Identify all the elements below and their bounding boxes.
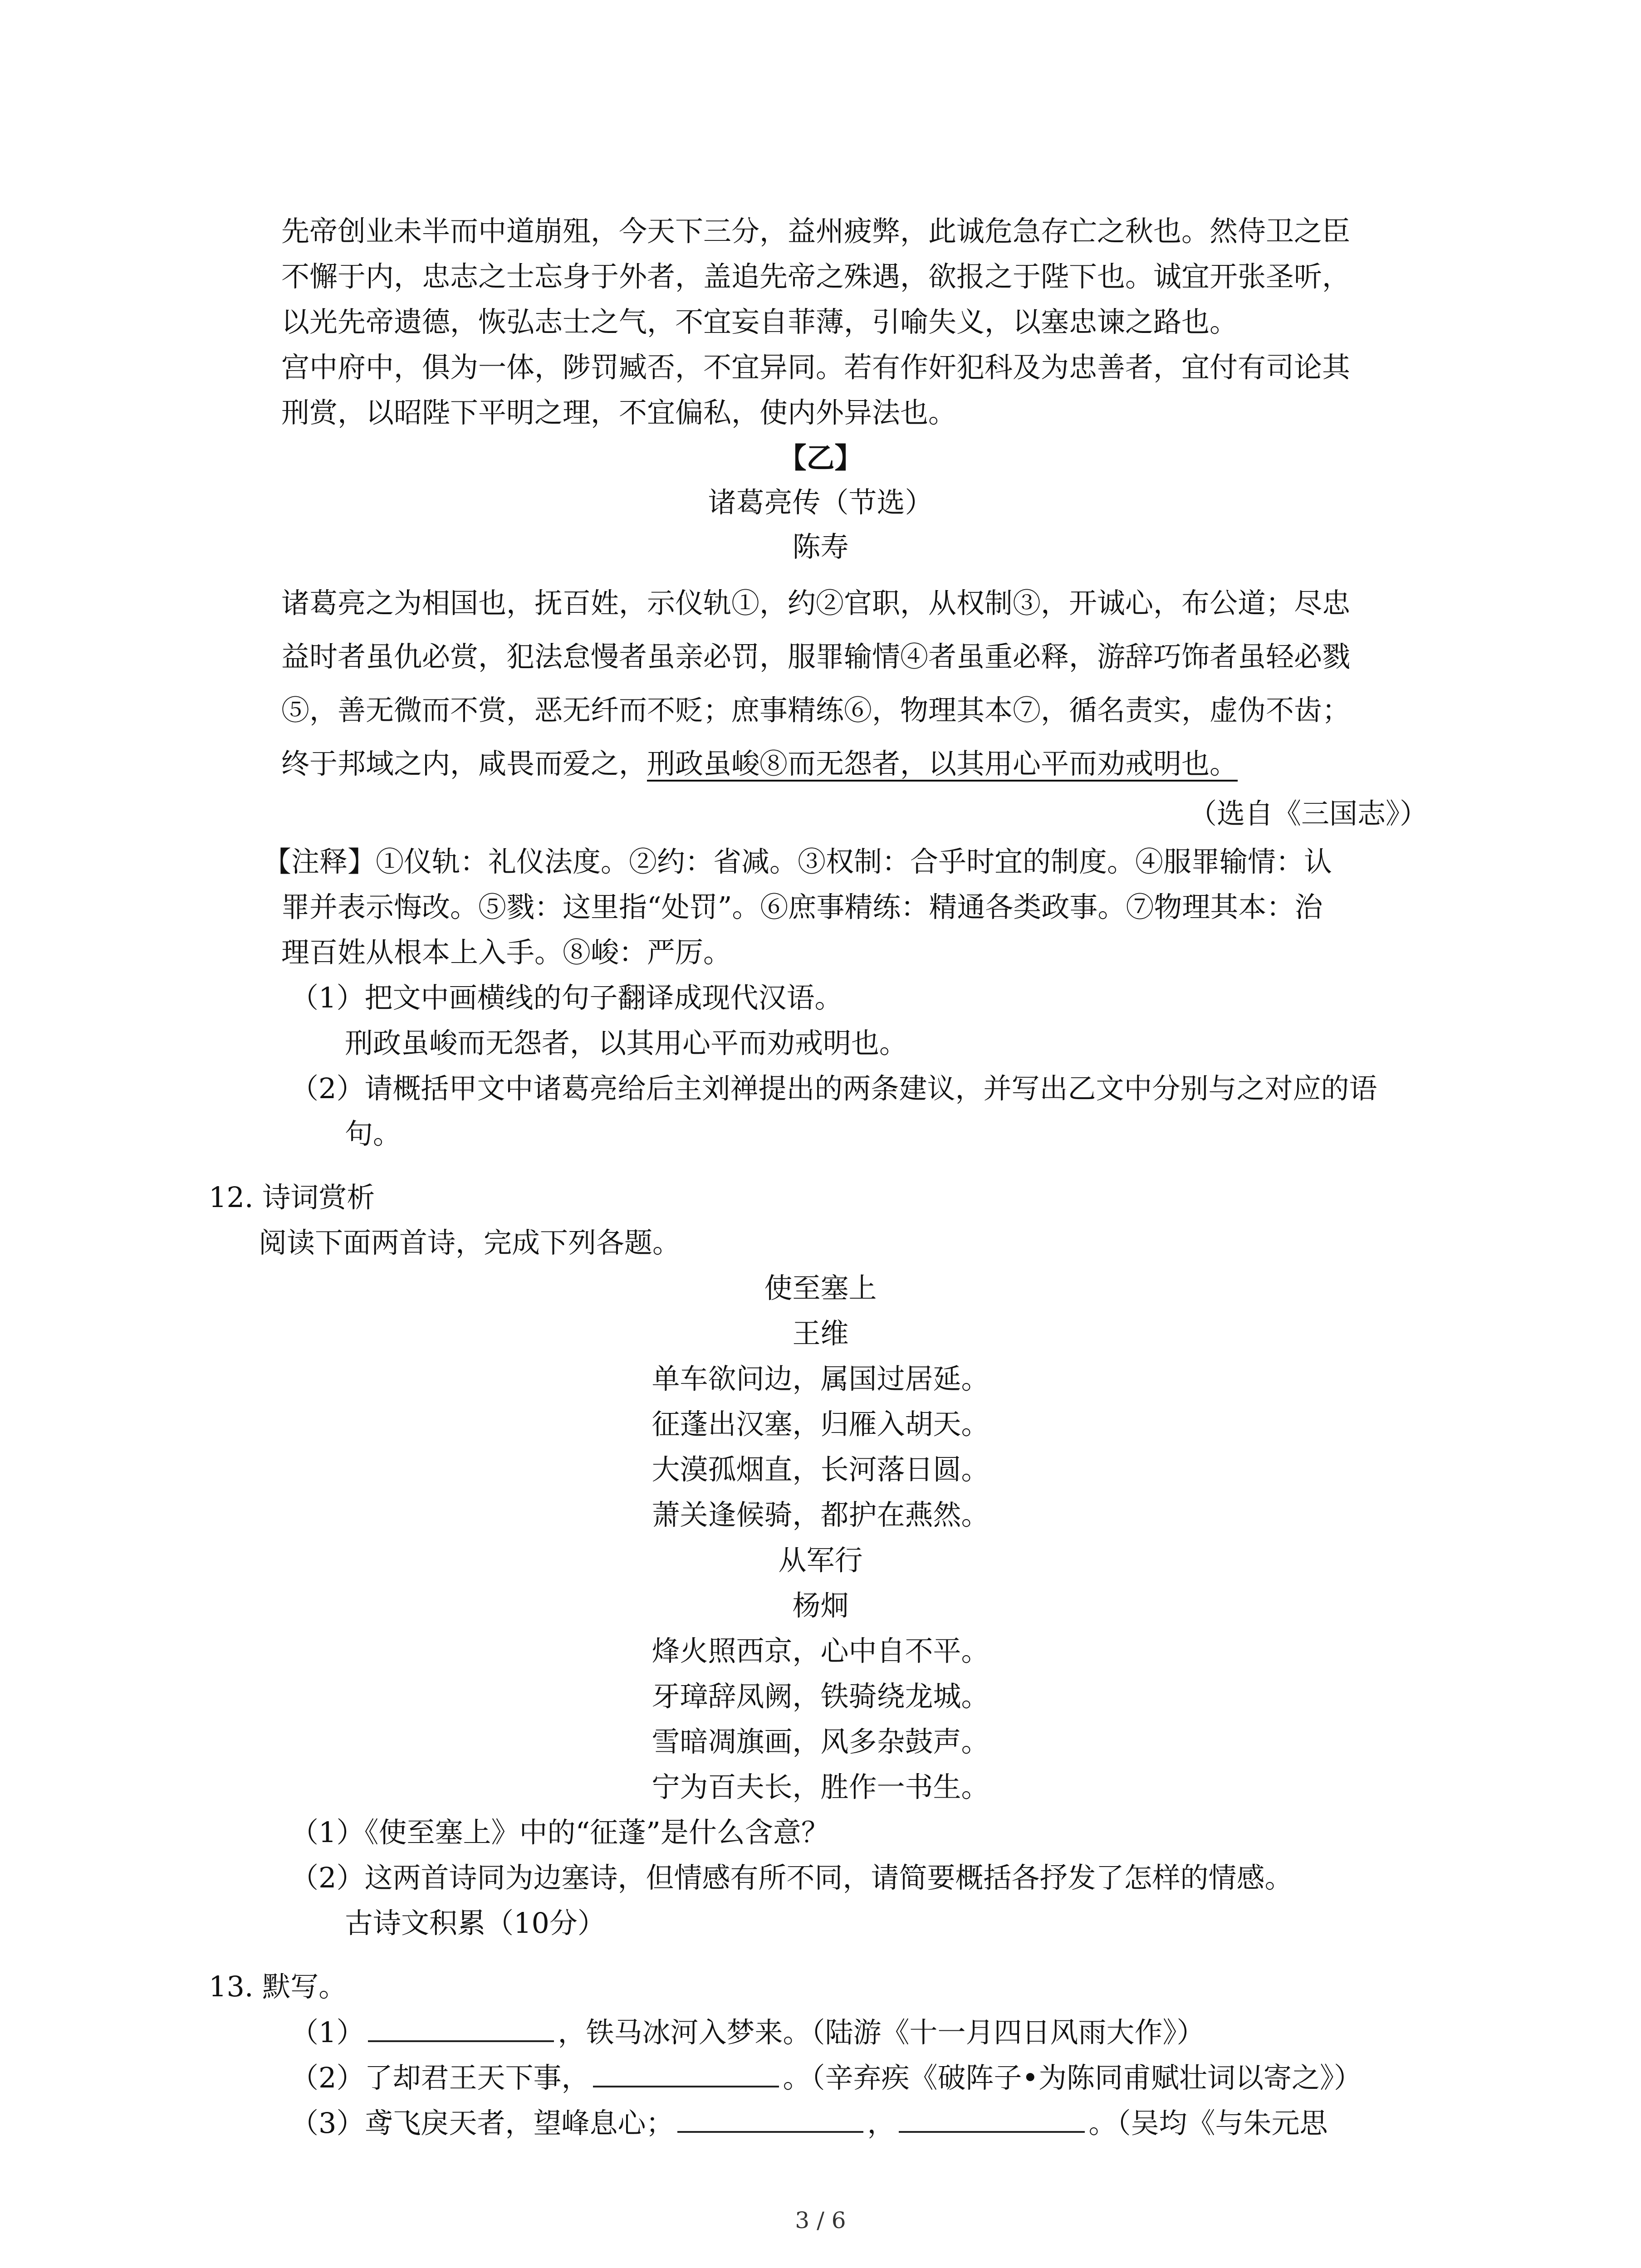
poem2-line-4: 宁为百夫长，胜作一书生。 — [652, 1770, 989, 1804]
passage-yi-line-1: 诸葛亮之为相国也，抚百姓，示仪轨①，约②官职，从权制③，开诚心，布公道；尽忠 — [281, 587, 1351, 620]
q12-sub2: （2）这两首诗同为边塞诗，但情感有所不同，请简要概括各抒发了怎样的情感。 — [290, 1861, 1293, 1894]
notes-line-2: 罪并表示悔改。⑤戮：这里指“处罚”。⑥庶事精练：精通各类政事。⑦物理其本：治 — [281, 890, 1323, 924]
poem2-line-3: 雪暗凋旗画，风多杂鼓声。 — [652, 1725, 989, 1758]
q13-item-1-prefix: （1） — [290, 2016, 365, 2049]
poem1-line-1: 单车欲问边，属国过居延。 — [652, 1362, 989, 1395]
answer-blank[interactable] — [677, 2105, 863, 2133]
q13-item-3-prefix: （3）鸢飞戾天者，望峰息心； — [290, 2107, 674, 2140]
section-heading: 古诗文积累（10分） — [345, 1906, 606, 1940]
q13-item-2-suffix: 。（辛弃疾《破阵子•为陈同甫赋壮词以寄之》） — [783, 2061, 1362, 2094]
passage-jia-line-4: 宫中府中，俱为一体，陟罚臧否，不宜异同。若有作奸犯科及为忠善者，宜付有司论其 — [281, 351, 1351, 384]
poem1-title: 使至塞上 — [764, 1271, 877, 1305]
q13-item-2-prefix: （2）了却君王天下事， — [290, 2061, 590, 2094]
q12-instruction: 阅读下面两首诗，完成下列各题。 — [259, 1226, 681, 1259]
poem2-line-1: 烽火照西京，心中自不平。 — [652, 1634, 989, 1667]
notes-line-3: 理百姓从根本上入手。⑧峻：严厉。 — [281, 936, 732, 969]
passage-yi-author: 陈寿 — [792, 530, 849, 563]
q13-item-1 — [290, 2014, 1205, 2051]
poem2-title: 从军行 — [778, 1544, 863, 1577]
page-number: 3 / 6 — [795, 2207, 846, 2234]
passage-yi-title: 诸葛亮传（节选） — [708, 486, 933, 519]
passage-yi-line-4 — [281, 746, 1238, 782]
q11-sub1-sentence: 刑政虽峻而无怨者，以其用心平而劝戒明也。 — [345, 1026, 908, 1060]
poem1-line-3: 大漠孤烟直，长河落日圆。 — [652, 1453, 989, 1486]
passage-yi-line-4-plain: 终于邦域之内，咸畏而爱之， — [281, 747, 647, 780]
passage-jia-line-3: 以光先帝遗德，恢弘志士之气，不宜妄自菲薄，引喻失义，以塞忠谏之路也。 — [281, 305, 1238, 338]
q13-item-2 — [290, 2059, 1362, 2096]
q13-item-3 — [290, 2105, 1327, 2141]
answer-blank[interactable] — [593, 2059, 779, 2087]
poem1-line-2: 征蓬出汉塞，归雁入胡天。 — [652, 1408, 989, 1441]
q11-sub2-line2: 句。 — [345, 1117, 402, 1150]
q13-item-3-mid: ， — [867, 2107, 896, 2140]
q13-item-1-suffix: ，铁马冰河入梦来。（陆游《十一月四日风雨大作》） — [558, 2016, 1205, 2049]
passage-jia-line-2: 不懈于内，忠志之士忘身于外者，盖追先帝之殊遇，欲报之于陛下也。诚宜开张圣听， — [281, 260, 1351, 293]
answer-blank[interactable] — [368, 2014, 554, 2042]
answer-blank[interactable] — [899, 2105, 1085, 2133]
passage-jia-line-1: 先帝创业未半而中道崩殂，今天下三分，益州疲弊，此诚危急存亡之秋也。然侍卫之臣 — [281, 215, 1351, 248]
poem2-author: 杨炯 — [792, 1589, 849, 1622]
q13-heading: 13. 默写。 — [209, 1970, 347, 2003]
passage-yi-source: （选自《三国志》） — [1188, 797, 1428, 830]
poem2-line-2: 牙璋辞凤阙，铁骑绕龙城。 — [652, 1680, 989, 1713]
poem1-line-4: 萧关逢候骑，都护在燕然。 — [652, 1498, 989, 1531]
passage-yi-line-2: 益时者虽仇必赏，犯法怠慢者虽亲必罚，服罪输情④者虽重必释，游辞巧饰者虽轻必戮 — [281, 640, 1351, 673]
q11-sub1: （1）把文中画横线的句子翻译成现代汉语。 — [290, 981, 843, 1014]
q13-item-3-suffix: 。（吴均《与朱元思 — [1088, 2107, 1328, 2140]
q12-heading: 12. 诗词赏析 — [209, 1181, 375, 1214]
poem1-author: 王维 — [792, 1317, 849, 1350]
underlined-sentence: 刑政虽峻⑧而无怨者，以其用心平而劝戒明也。 — [647, 747, 1238, 780]
passage-yi-marker: 【乙】 — [778, 441, 863, 474]
passage-yi-line-3: ⑤，善无微而不赏，恶无纤而不贬；庶事精练⑥，物理其本⑦，循名责实，虚伪不齿； — [281, 694, 1351, 727]
passage-jia-line-5: 刑赏，以昭陛下平明之理，不宜偏私，使内外异法也。 — [281, 396, 957, 429]
q12-sub1: （1）《使至塞上》中的“征蓬”是什么含意？ — [290, 1816, 829, 1849]
notes-line-1: 【注释】①仪轨：礼仪法度。②约：省减。③权制：合乎时宜的制度。④服罪输情：认 — [263, 845, 1332, 878]
q11-sub2-line1: （2）请概括甲文中诸葛亮给后主刘禅提出的两条建议，并写出乙文中分别与之对应的语 — [290, 1072, 1377, 1105]
